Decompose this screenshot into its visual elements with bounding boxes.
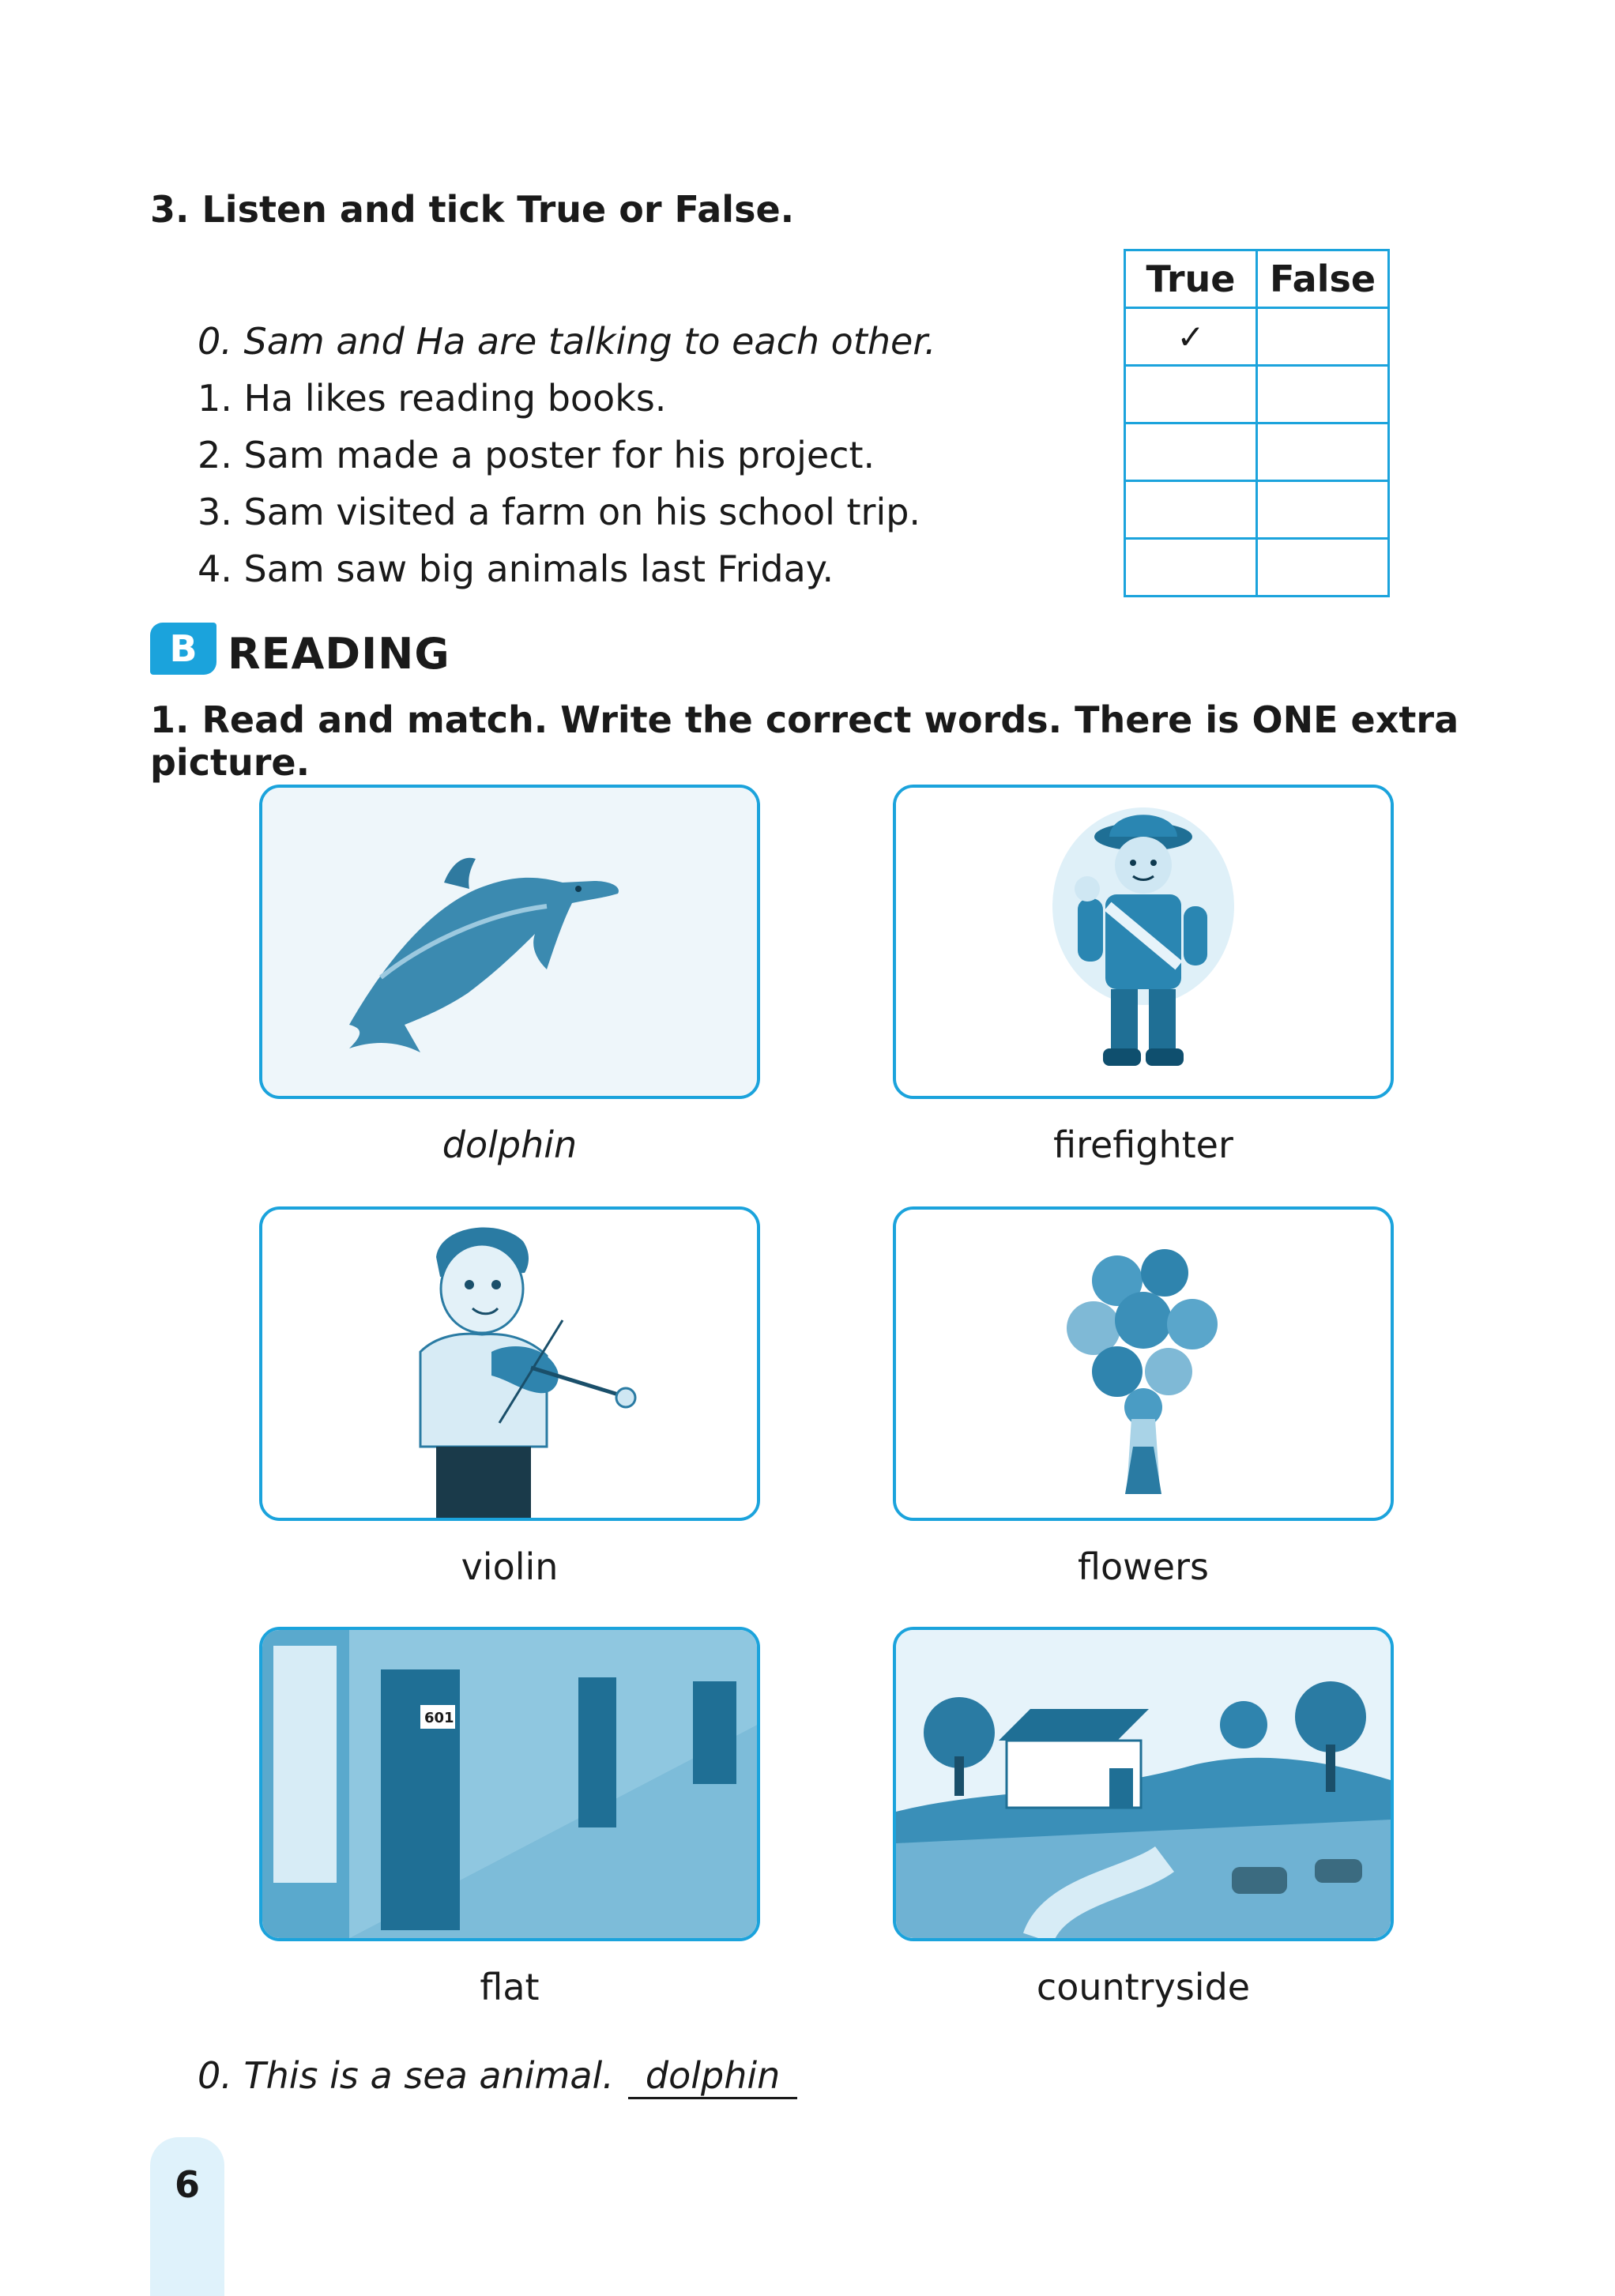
svg-text:601: 601 — [424, 1710, 454, 1726]
picture-label: dolphin — [442, 1124, 578, 1166]
picture-label: firefighter — [1053, 1124, 1233, 1166]
true-header: True — [1125, 250, 1257, 308]
picture-card-firefighter[interactable] — [893, 785, 1394, 1099]
picture-label: flat — [480, 1966, 540, 2008]
false-header: False — [1257, 250, 1389, 308]
false-cell[interactable] — [1257, 366, 1389, 423]
example-sentence-text: 0. This is a sea animal. — [198, 2054, 614, 2097]
violin-icon — [262, 1210, 757, 1518]
section-title: READING — [228, 629, 450, 679]
statement-item: 4. Sam saw big animals last Friday. — [198, 548, 834, 590]
false-cell[interactable] — [1257, 539, 1389, 597]
example-sentence — [198, 2054, 797, 2099]
true-cell[interactable] — [1125, 423, 1257, 481]
reading-task-title: 1. Read and match. Write the correct words. There is ONE extra picture. — [150, 698, 1459, 784]
statement-item: 3. Sam visited a farm on his school trip. — [198, 491, 921, 533]
dolphin-icon — [262, 788, 757, 1096]
statement-item: 1. Ha likes reading books. — [198, 377, 667, 420]
false-cell[interactable] — [1257, 481, 1389, 539]
countryside-icon — [896, 1630, 1391, 1938]
firefighter-icon — [896, 788, 1391, 1096]
example-answer-blank[interactable]: dolphin — [628, 2054, 797, 2099]
picture-card-flat[interactable] — [259, 1627, 760, 1941]
true-cell[interactable] — [1125, 366, 1257, 423]
statement-list — [198, 313, 936, 597]
statement-item: 2. Sam made a poster for his project. — [198, 434, 875, 476]
statement-item: 0. Sam and Ha are talking to each other. — [198, 320, 936, 363]
flowers-icon — [896, 1210, 1391, 1518]
flat-icon — [262, 1630, 757, 1938]
picture-label: violin — [461, 1545, 559, 1588]
false-cell[interactable] — [1257, 308, 1389, 366]
listening-task-title: 3. Listen and tick True or False. — [150, 188, 795, 231]
true-cell[interactable] — [1125, 539, 1257, 597]
page-number: 6 — [174, 2163, 200, 2206]
section-badge: B — [150, 623, 216, 675]
true-cell[interactable]: ✓ — [1125, 308, 1257, 366]
picture-card-flowers[interactable] — [893, 1206, 1394, 1521]
true-cell[interactable] — [1125, 481, 1257, 539]
true-false-table — [1124, 249, 1390, 597]
picture-card-countryside[interactable] — [893, 1627, 1394, 1941]
false-cell[interactable] — [1257, 423, 1389, 481]
picture-card-violin[interactable] — [259, 1206, 760, 1521]
picture-card-dolphin[interactable] — [259, 785, 760, 1099]
page-number-tab — [150, 2137, 224, 2296]
picture-label: flowers — [1078, 1545, 1209, 1588]
picture-label: countryside — [1036, 1966, 1251, 2008]
